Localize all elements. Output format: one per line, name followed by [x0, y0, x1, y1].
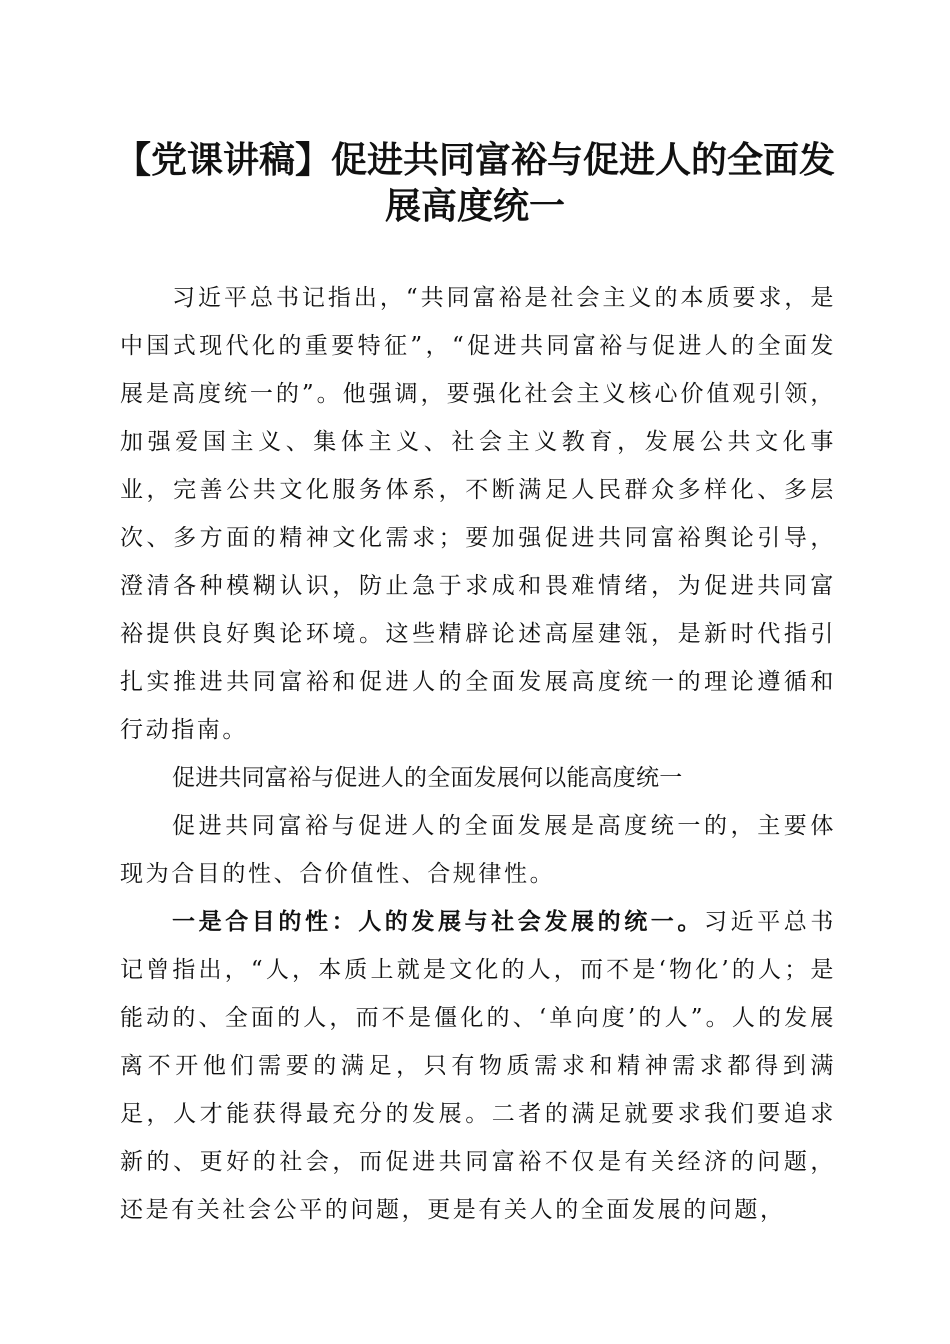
- paragraph-summary: [120, 802, 836, 898]
- document-title: 【党课讲稿】促进共同富裕与促进人的全面发展高度统一: [114, 140, 835, 227]
- paragraph-text: 习近平总书记曾指出，“人，本质上就是文化的人，而不是‘物化’的人；是能动的、全面的人，而不是僵化的、‘单向度’的人”。人的发展离不开他们需要的满足，只有物质需求和精神需求都得到满足，人才能获得最充分的发展。二者的满足就要求我们要追求新的、更好的社会，而促进共同富裕不仅是有关经济的问题，还是有关社会公平的问题，更是有关人的全面发展的问题，: [120, 909, 836, 1223]
- section-heading-text: 促进共同富裕与促进人的全面发展何以能高度统一: [172, 765, 683, 791]
- section-heading: [120, 754, 836, 802]
- paragraph-point-one: [120, 898, 836, 1234]
- paragraph-intro: [120, 274, 836, 754]
- document-body: [120, 274, 836, 1234]
- paragraph-text: 促进共同富裕与促进人的全面发展是高度统一的，主要体现为合目的性、合价值性、合规律性。: [120, 813, 836, 887]
- paragraph-text: 习近平总书记指出，“共同富裕是社会主义的本质要求，是中国式现代化的重要特征”，“促进共同富裕与促进人的全面发展是高度统一的”。他强调，要强化社会主义核心价值观引领，加强爱国主义、集体主义、社会主义教育，发展公共文化事业，完善公共文化服务体系，不断满足人民群众多样化、多层次、多方面的精神文化需求；要加强促进共同富裕舆论引导，澄清各种模糊认识，防止急于求成和畏难情绪，为促进共同富裕提供良好舆论环境。这些精辟论述高屋建瓴，是新时代指引扎实推进共同富裕和促进人的全面发展高度统一的理论遵循和行动指南。: [120, 285, 836, 743]
- paragraph-bold-lead: 一是合目的性：人的发展与社会发展的统一。: [172, 908, 704, 935]
